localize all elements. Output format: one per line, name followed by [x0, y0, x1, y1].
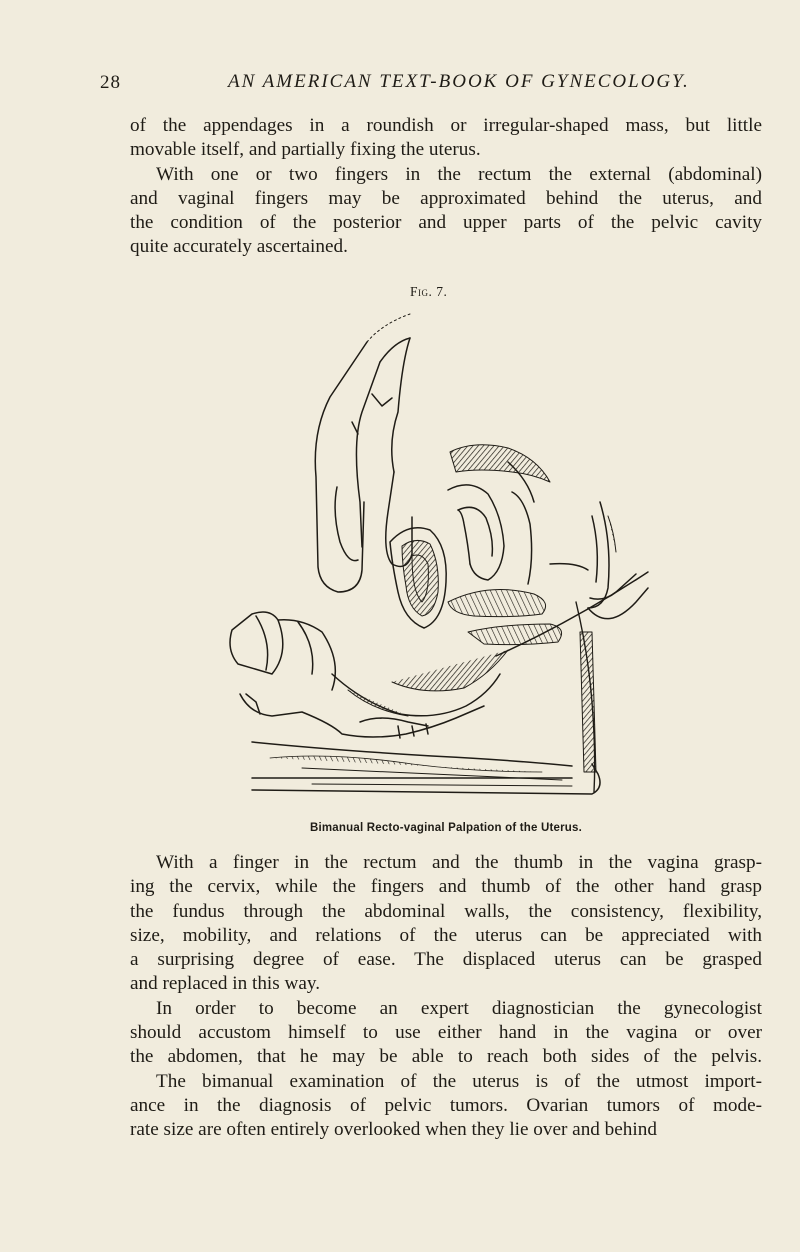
figure-caption: Bimanual Recto-vaginal Palpation of the Uterus.	[309, 822, 583, 834]
figure-label: Fig. 7.	[410, 284, 448, 299]
text-line: The bimanual examination of the uterus is of the utmost import-	[156, 1070, 762, 1092]
paragraph-bottom	[130, 851, 762, 1143]
text-line: the abdomen, that he may be able to reach both sides of the pelvis.	[130, 1046, 762, 1068]
text-line: quite accurately ascertained.	[130, 236, 348, 258]
text-line: and vaginal fingers may be approximated behind the uterus, and	[130, 187, 762, 209]
text-line: should accustom himself to use either hand in the vagina or over	[130, 1022, 762, 1044]
figure-illustration	[212, 302, 652, 822]
page-number: 28	[100, 72, 121, 93]
text-line: ance in the diagnosis of pelvic tumors. Ovarian tumors of mode-	[130, 1094, 762, 1116]
text-line: ing the cervix, while the fingers and thumb of the other hand grasp	[130, 876, 762, 898]
text-line: In order to become an expert diagnostician the gynecologist	[156, 997, 762, 1019]
text-line: rate size are often entirely overlooked when they lie over and behind	[130, 1119, 657, 1141]
text-line: movable itself, and partially fixing the uterus.	[130, 139, 481, 161]
text-line: With a finger in the rectum and the thumb in the vagina grasp-	[156, 852, 762, 873]
text-line: With one or two fingers in the rectum the external (abdominal)	[156, 163, 762, 185]
running-head: AN AMERICAN TEXT-BOOK OF GYNECOLOGY.	[228, 71, 690, 92]
text-line: and replaced in this way.	[130, 973, 321, 995]
text-line: a surprising degree of ease. The displaced uterus can be grasped	[130, 949, 762, 971]
text-line: of the appendages in a roundish or irregular-shaped mass, but little	[130, 115, 762, 136]
text-line: size, mobility, and relations of the uterus can be appreciated with	[130, 924, 762, 946]
text-line: the condition of the posterior and upper parts of the pelvic cavity	[130, 212, 762, 234]
paragraph-top	[130, 114, 762, 260]
text-line: the fundus through the abdominal walls, the consistency, flexibility,	[130, 900, 762, 922]
